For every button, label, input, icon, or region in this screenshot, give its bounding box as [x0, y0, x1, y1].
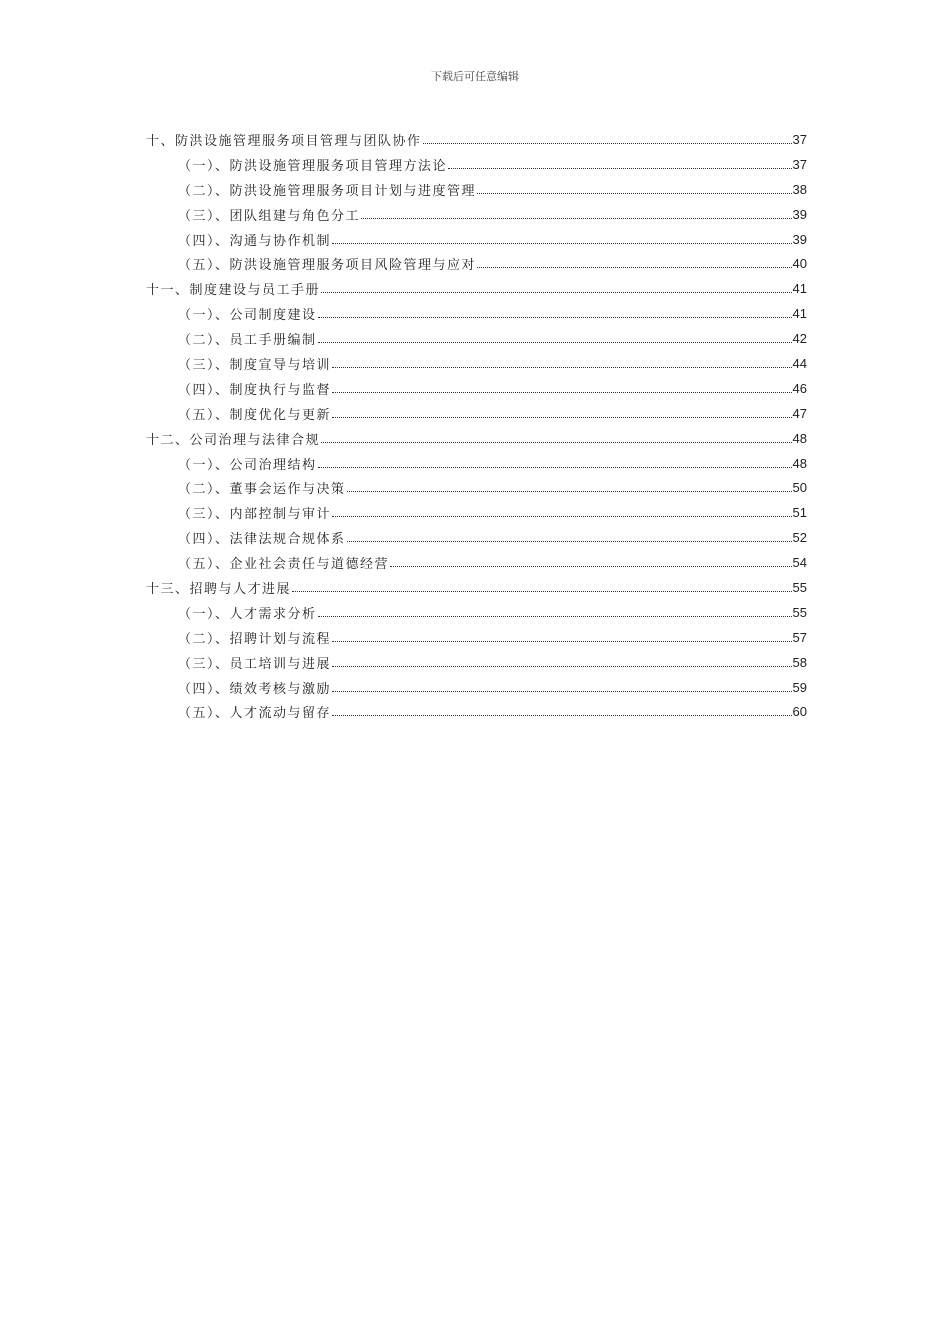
toc-page-number: 50 — [792, 480, 807, 496]
toc-entry-label: （四）、沟通与协作机制 — [178, 233, 332, 249]
toc-page-number: 42 — [792, 331, 807, 347]
toc-section-entry[interactable] — [146, 326, 807, 351]
toc-page-number: 41 — [792, 281, 807, 297]
page-header: 下载后可任意编辑 — [431, 70, 519, 83]
toc-page-number: 52 — [792, 530, 807, 546]
toc-entry-label: （四）、法律法规合规体系 — [178, 532, 346, 548]
dot-leader — [332, 417, 792, 418]
dot-leader — [318, 317, 792, 318]
dot-leader — [347, 491, 792, 492]
toc-entry-label: （二）、招聘计划与流程 — [178, 631, 332, 647]
toc-section-entry[interactable] — [146, 675, 807, 700]
toc-page-number: 57 — [792, 629, 807, 645]
toc-entry-label: （五）、制度优化与更新 — [178, 407, 332, 423]
toc-page-number: 39 — [792, 231, 807, 247]
toc-section-entry[interactable] — [146, 202, 807, 227]
toc-page-number: 41 — [792, 306, 807, 322]
toc-page-number: 51 — [792, 505, 807, 521]
toc-entry-label: （二）、员工手册编制 — [178, 333, 317, 349]
dot-leader — [332, 367, 792, 368]
toc-entry-label: 十三、招聘与人才进展 — [146, 581, 292, 597]
dot-leader — [332, 516, 792, 517]
toc-entry-label: （一）、公司治理结构 — [178, 457, 317, 473]
toc-entry-label: （三）、团队组建与角色分工 — [178, 208, 361, 224]
toc-entry-label: （五）、人才流动与留存 — [178, 706, 332, 722]
dot-leader — [332, 715, 792, 716]
toc-entry-label: （一）、人才需求分析 — [178, 606, 317, 622]
dot-leader — [477, 267, 792, 268]
toc-page-number: 58 — [792, 654, 807, 670]
toc-page-number: 60 — [792, 704, 807, 720]
dot-leader — [321, 292, 792, 293]
toc-entry-label: （三）、内部控制与审计 — [178, 507, 332, 523]
toc-page-number: 37 — [792, 131, 807, 147]
toc-section-entry[interactable] — [146, 177, 807, 202]
toc-page-number: 59 — [792, 679, 807, 695]
toc-entry-label: （三）、制度宣导与培训 — [178, 357, 332, 373]
toc-section-entry[interactable] — [146, 500, 807, 525]
toc-section-entry[interactable] — [146, 475, 807, 500]
toc-chapter-entry[interactable] — [146, 426, 807, 451]
toc-section-entry[interactable] — [146, 401, 807, 426]
toc-entry-label: （二）、防洪设施管理服务项目计划与进度管理 — [178, 183, 477, 199]
toc-section-entry[interactable] — [146, 600, 807, 625]
dot-leader — [347, 541, 792, 542]
toc-entry-label: （一）、公司制度建设 — [178, 308, 317, 324]
toc-entry-label: 十二、公司治理与法律合规 — [146, 432, 321, 448]
toc-section-entry[interactable] — [146, 152, 807, 177]
dot-leader — [318, 342, 792, 343]
dot-leader — [318, 616, 792, 617]
toc-section-entry[interactable] — [146, 227, 807, 252]
toc-page-number: 46 — [792, 380, 807, 396]
toc-section-entry[interactable] — [146, 550, 807, 575]
toc-section-entry[interactable] — [146, 699, 807, 724]
toc-page-number: 48 — [792, 455, 807, 471]
toc-entry-label: 十一、制度建设与员工手册 — [146, 283, 321, 299]
toc-page-number: 55 — [792, 579, 807, 595]
toc-entry-label: （四）、制度执行与监督 — [178, 382, 332, 398]
dot-leader — [318, 467, 792, 468]
toc-chapter-entry[interactable] — [146, 276, 807, 301]
toc-section-entry[interactable] — [146, 625, 807, 650]
dot-leader — [332, 691, 792, 692]
toc-page-number: 48 — [792, 430, 807, 446]
toc-chapter-entry[interactable] — [146, 127, 807, 152]
dot-leader — [423, 143, 792, 144]
toc-entry-label: （四）、绩效考核与激励 — [178, 681, 332, 697]
toc-entry-label: （一）、防洪设施管理服务项目管理方法论 — [178, 158, 448, 174]
toc-section-entry[interactable] — [146, 351, 807, 376]
toc-section-entry[interactable] — [146, 301, 807, 326]
dot-leader — [361, 218, 792, 219]
dot-leader — [292, 591, 792, 592]
toc-page-number: 39 — [792, 206, 807, 222]
dot-leader — [332, 666, 792, 667]
toc-section-entry[interactable] — [146, 376, 807, 401]
toc-page-number: 54 — [792, 555, 807, 571]
toc-page-number: 47 — [792, 405, 807, 421]
toc-entry-label: 十、防洪设施管理服务项目管理与团队协作 — [146, 133, 422, 149]
dot-leader — [477, 193, 792, 194]
toc-page-number: 38 — [792, 181, 807, 197]
dot-leader — [390, 566, 792, 567]
toc-entry-label: （五）、防洪设施管理服务项目风险管理与应对 — [178, 258, 477, 274]
dot-leader — [332, 243, 792, 244]
toc-page-number: 40 — [792, 256, 807, 272]
toc-entry-label: （二）、董事会运作与决策 — [178, 482, 346, 498]
dot-leader — [332, 641, 792, 642]
dot-leader — [448, 168, 792, 169]
toc-page-number: 44 — [792, 355, 807, 371]
toc-page-number: 55 — [792, 604, 807, 620]
toc-section-entry[interactable] — [146, 451, 807, 476]
toc-entry-label: （五）、企业社会责任与道德经营 — [178, 557, 390, 573]
table-of-contents — [146, 127, 807, 724]
toc-section-entry[interactable] — [146, 525, 807, 550]
toc-section-entry[interactable] — [146, 650, 807, 675]
dot-leader — [321, 442, 792, 443]
toc-section-entry[interactable] — [146, 251, 807, 276]
dot-leader — [332, 392, 792, 393]
toc-entry-label: （三）、员工培训与进展 — [178, 656, 332, 672]
toc-page-number: 37 — [792, 156, 807, 172]
toc-chapter-entry[interactable] — [146, 575, 807, 600]
